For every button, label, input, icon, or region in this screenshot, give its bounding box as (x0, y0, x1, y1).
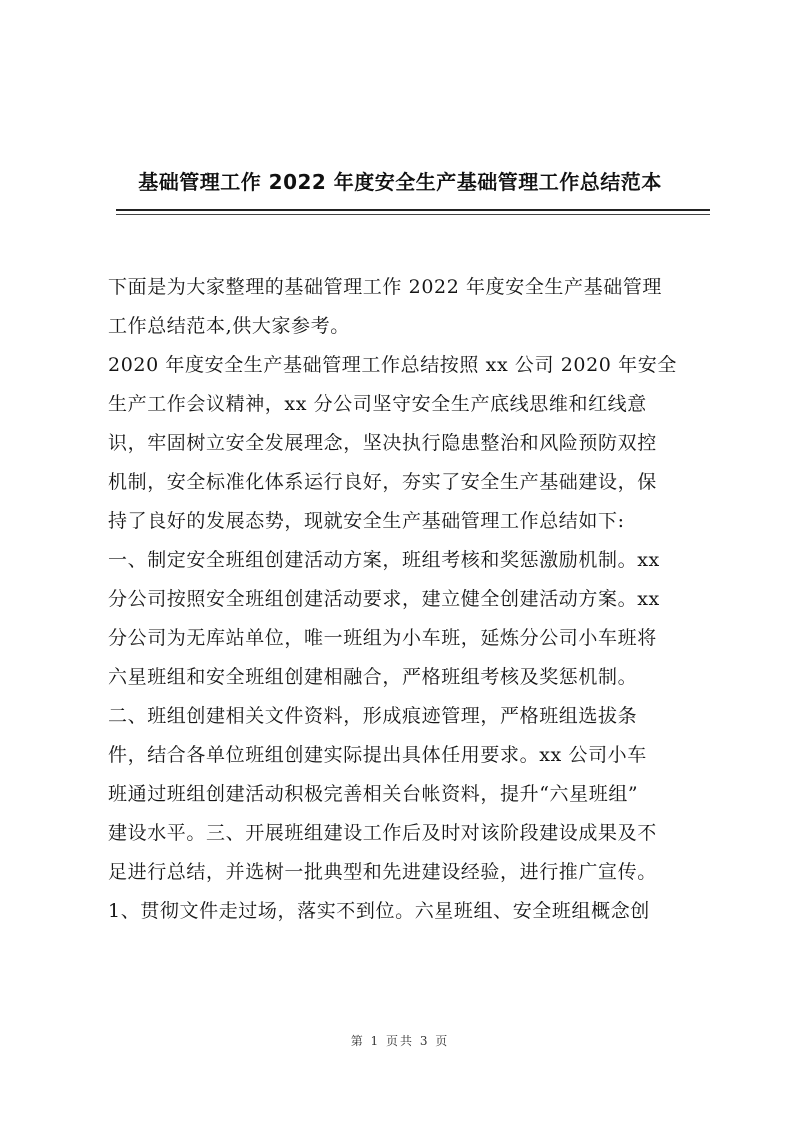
title-divider-thin (116, 214, 710, 215)
body-line: 分公司按照安全班组创建活动要求，建立健全创建活动方案。xx (108, 588, 660, 610)
body-line: 2020 年度安全生产基础管理工作总结按照 xx 公司 2020 年安全 (108, 354, 677, 376)
body-line: 工作总结范本,供大家参考。 (108, 315, 350, 337)
body-line: 识，牢固树立安全发展理念，坚决执行隐患整治和风险预防双控 (108, 432, 657, 454)
body-line: 建设水平。三、开展班组建设工作后及时对该阶段建设成果及不 (108, 822, 657, 844)
document-title: 基础管理工作 2022 年度安全生产基础管理工作总结范本 (138, 170, 662, 194)
body-line: 件，结合各单位班组创建实际提出具体任用要求。xx 公司小车 (108, 744, 647, 766)
body-line: 一、制定安全班组创建活动方案，班组考核和奖惩激励机制。xx (108, 549, 660, 571)
body-line: 分公司为无库站单位，唯一班组为小车班，延炼分公司小车班将 (108, 627, 657, 649)
body-line: 生产工作会议精神，xx 分公司坚守安全生产底线思维和红线意 (108, 393, 647, 415)
body-line: 1、贯彻文件走过场，落实不到位。六星班组、安全班组概念创 (108, 900, 650, 922)
body-line: 足进行总结，并选树一批典型和先进建设经验，进行推广宣传。 (108, 861, 657, 883)
body-line: 持了良好的发展态势，现就安全生产基础管理工作总结如下: (108, 510, 625, 532)
page-footer: 第 1 页共 3 页 (350, 1034, 450, 1048)
body-line: 二、班组创建相关文件资料，形成痕迹管理，严格班组选拔条 (108, 705, 638, 727)
body-line: 下面是为大家整理的基础管理工作 2022 年度安全生产基础管理 (108, 276, 663, 298)
body-line: 机制，安全标准化体系运行良好，夯实了安全生产基础建设，保 (108, 471, 657, 493)
body-line: 班通过班组创建活动积极完善相关台帐资料，提升“六星班组” (108, 783, 639, 805)
body-line: 六星班组和安全班组创建相融合，严格班组考核及奖惩机制。 (108, 666, 638, 688)
title-divider (116, 209, 710, 211)
document-body (108, 268, 708, 931)
